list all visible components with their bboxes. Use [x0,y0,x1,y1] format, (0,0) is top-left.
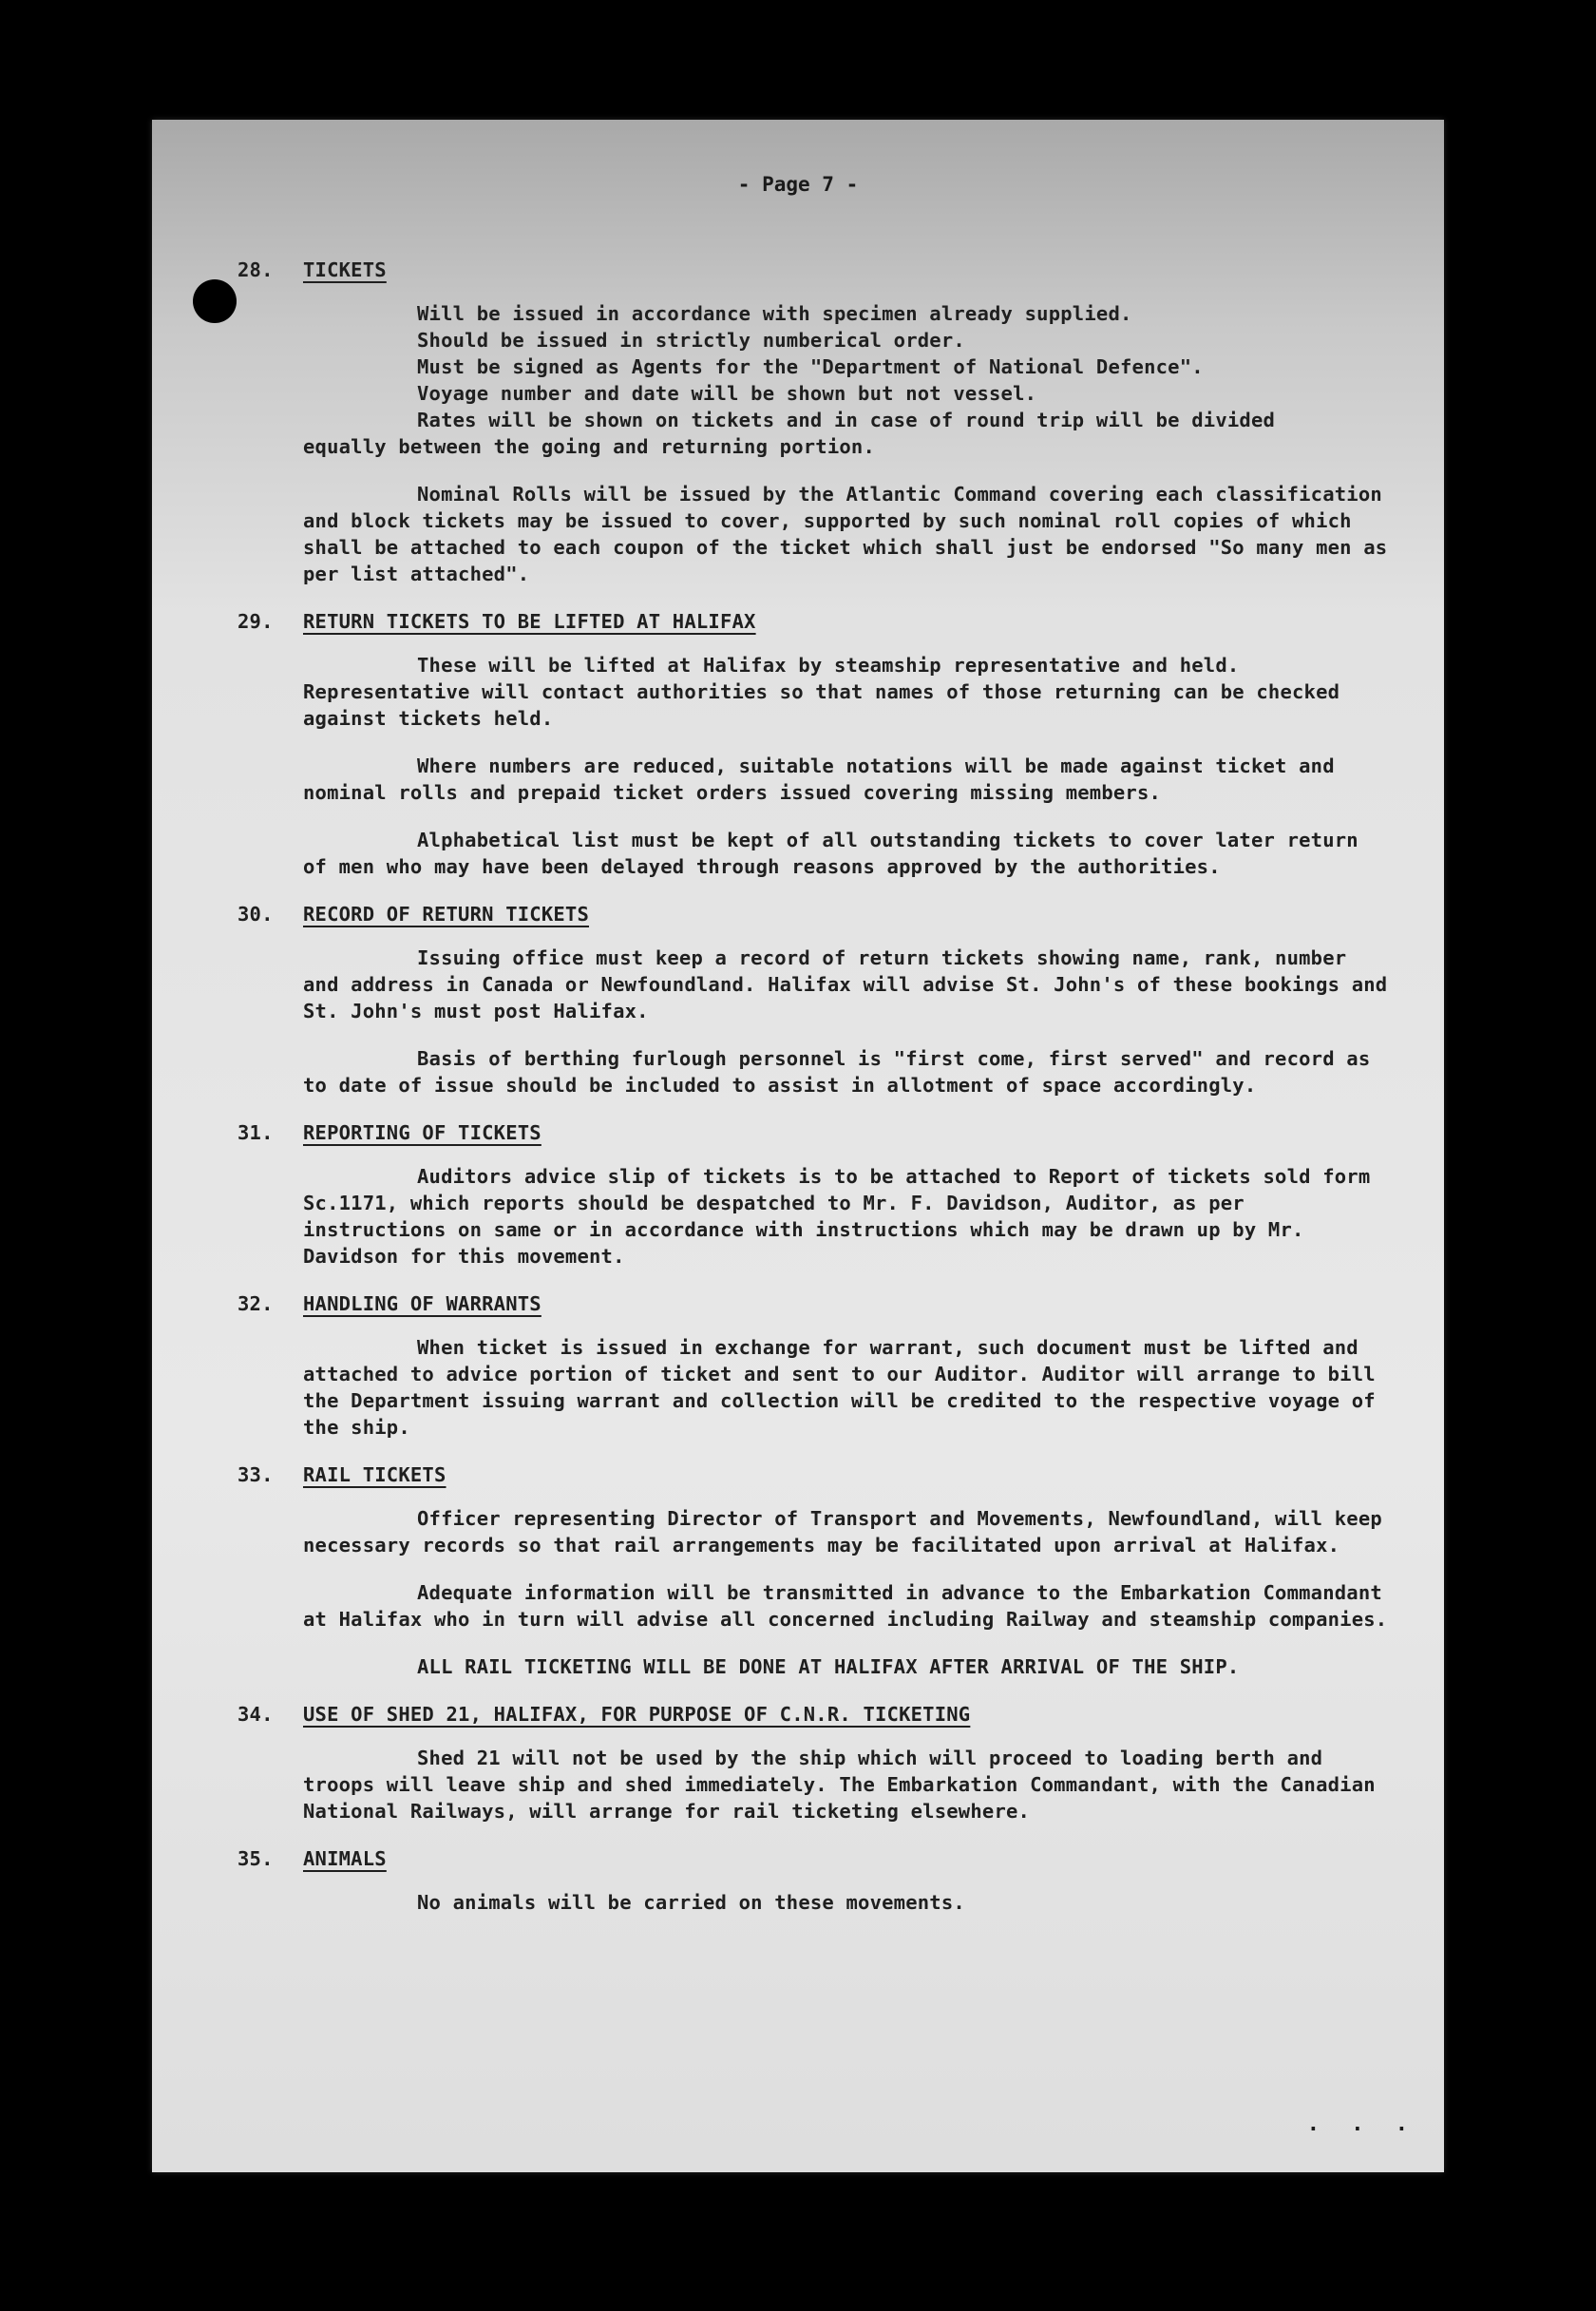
section-heading [238,901,1392,929]
section-number: 30. [238,903,274,926]
section-number: 29. [238,610,274,633]
section-35 [238,1845,1392,1916]
section-title: RETURN TICKETS TO BE LIFTED AT HALIFAX [303,610,756,633]
paragraph: Alphabetical list must be kept of all outstanding tickets to cover later return of men who may have been delayed through reasons approved by the authorities. [303,829,1358,878]
section-title: USE OF SHED 21, HALIFAX, FOR PURPOSE OF C.N.R. TICKETING [303,1703,971,1726]
paragraph-line: Rates will be shown on tickets and in case of round trip will be divided [417,409,1276,431]
paragraph-line: Should be issued in strictly numberical order. [417,329,965,352]
section-title: RECORD OF RETURN TICKETS [303,903,590,926]
paragraph-list [303,300,1392,460]
section-number: 33. [238,1463,274,1486]
section-number: 34. [238,1703,274,1726]
continuation-mark: . . . [1306,2112,1417,2136]
document-body [238,257,1392,1937]
paragraph: No animals will be carried on these movements. [417,1891,965,1914]
section-number: 32. [238,1292,274,1315]
section-heading [238,257,1392,285]
paragraph: Shed 21 will not be used by the ship which will proceed to loading berth and troops will leave ship and shed immediately. The Embarkation Commandant, with the Canadian National Railways, will arrange for rail ticketing elsewhere. [303,1747,1376,1823]
section-heading [238,1461,1392,1490]
document-page [152,120,1444,2172]
paragraph: When ticket is issued in exchange for warrant, such document must be lifted and attached to advice portion of ticket and sent to our Auditor. Auditor will arrange to bill the Department issuing warrant and collection will be credited to the respective voyage of the ship. [303,1336,1376,1439]
paragraph: Adequate information will be transmitted in advance to the Embarkation Commandant at Halifax who in turn will advise all concerned including Railway and steamship companies. [303,1581,1388,1631]
emphasis-line: ALL RAIL TICKETING WILL BE DONE AT HALIFAX AFTER ARRIVAL OF THE SHIP. [417,1655,1240,1678]
section-34 [238,1701,1392,1824]
paragraph-line: Voyage number and date will be shown but not vessel. [417,382,1037,405]
section-title: RAIL TICKETS [303,1463,446,1486]
section-33 [238,1461,1392,1680]
paragraph: Officer representing Director of Transport and Movements, Newfoundland, will keep necessary records so that rail arrangements may be facilitated upon arrival at Halifax. [303,1507,1382,1557]
section-31 [238,1119,1392,1270]
paragraph: Where numbers are reduced, suitable notations will be made against ticket and nominal rolls and prepaid ticket orders issued covering missing members. [303,754,1335,804]
section-title: REPORTING OF TICKETS [303,1121,542,1144]
page-header: - Page 7 - [737,173,859,196]
punch-hole [193,279,237,323]
section-32 [238,1290,1392,1441]
paragraph: Basis of berthing furlough personnel is "first come, first served" and record as to date of issue should be included to assist in allotment of space accordingly. [303,1047,1371,1097]
section-number: 28. [238,258,274,281]
section-title: HANDLING OF WARRANTS [303,1292,542,1315]
paragraph-line: Must be signed as Agents for the "Department of National Defence". [417,355,1204,378]
section-heading [238,1701,1392,1729]
section-heading [238,1119,1392,1148]
paragraph: Nominal Rolls will be issued by the Atlantic Command covering each classification and block tickets may be issued to cover, supported by such nominal roll copies of which shall be attached to each coupon of the ticket which shall just be endorsed "So many men as per list attached". [303,483,1388,585]
paragraph: Auditors advice slip of tickets is to be attached to Report of tickets sold form Sc.1171, which reports should be despatched to Mr. F. Davidson, Auditor, as per instructions on same or in accordance with instructions which may be drawn up by Mr. Davidson for this movement. [303,1165,1371,1268]
paragraph: Issuing office must keep a record of return tickets showing name, rank, number and address in Canada or Newfoundland. Halifax will advise St. John's of these bookings and St. John's must post Halifax. [303,946,1388,1022]
section-heading [238,608,1392,637]
section-30 [238,901,1392,1098]
paragraph-line: equally between the going and returning portion. [303,435,876,458]
section-title: TICKETS [303,258,387,281]
section-number: 35. [238,1847,274,1870]
paragraph: These will be lifted at Halifax by steamship representative and held. Representative will contact authorities so that names of those returning can be checked against tickets held. [303,654,1340,730]
section-heading [238,1290,1392,1319]
section-28 [238,257,1392,587]
section-heading [238,1845,1392,1874]
paragraph-line: Will be issued in accordance with specimen already supplied. [417,302,1132,325]
section-number: 31. [238,1121,274,1144]
section-title: ANIMALS [303,1847,387,1870]
section-29 [238,608,1392,880]
